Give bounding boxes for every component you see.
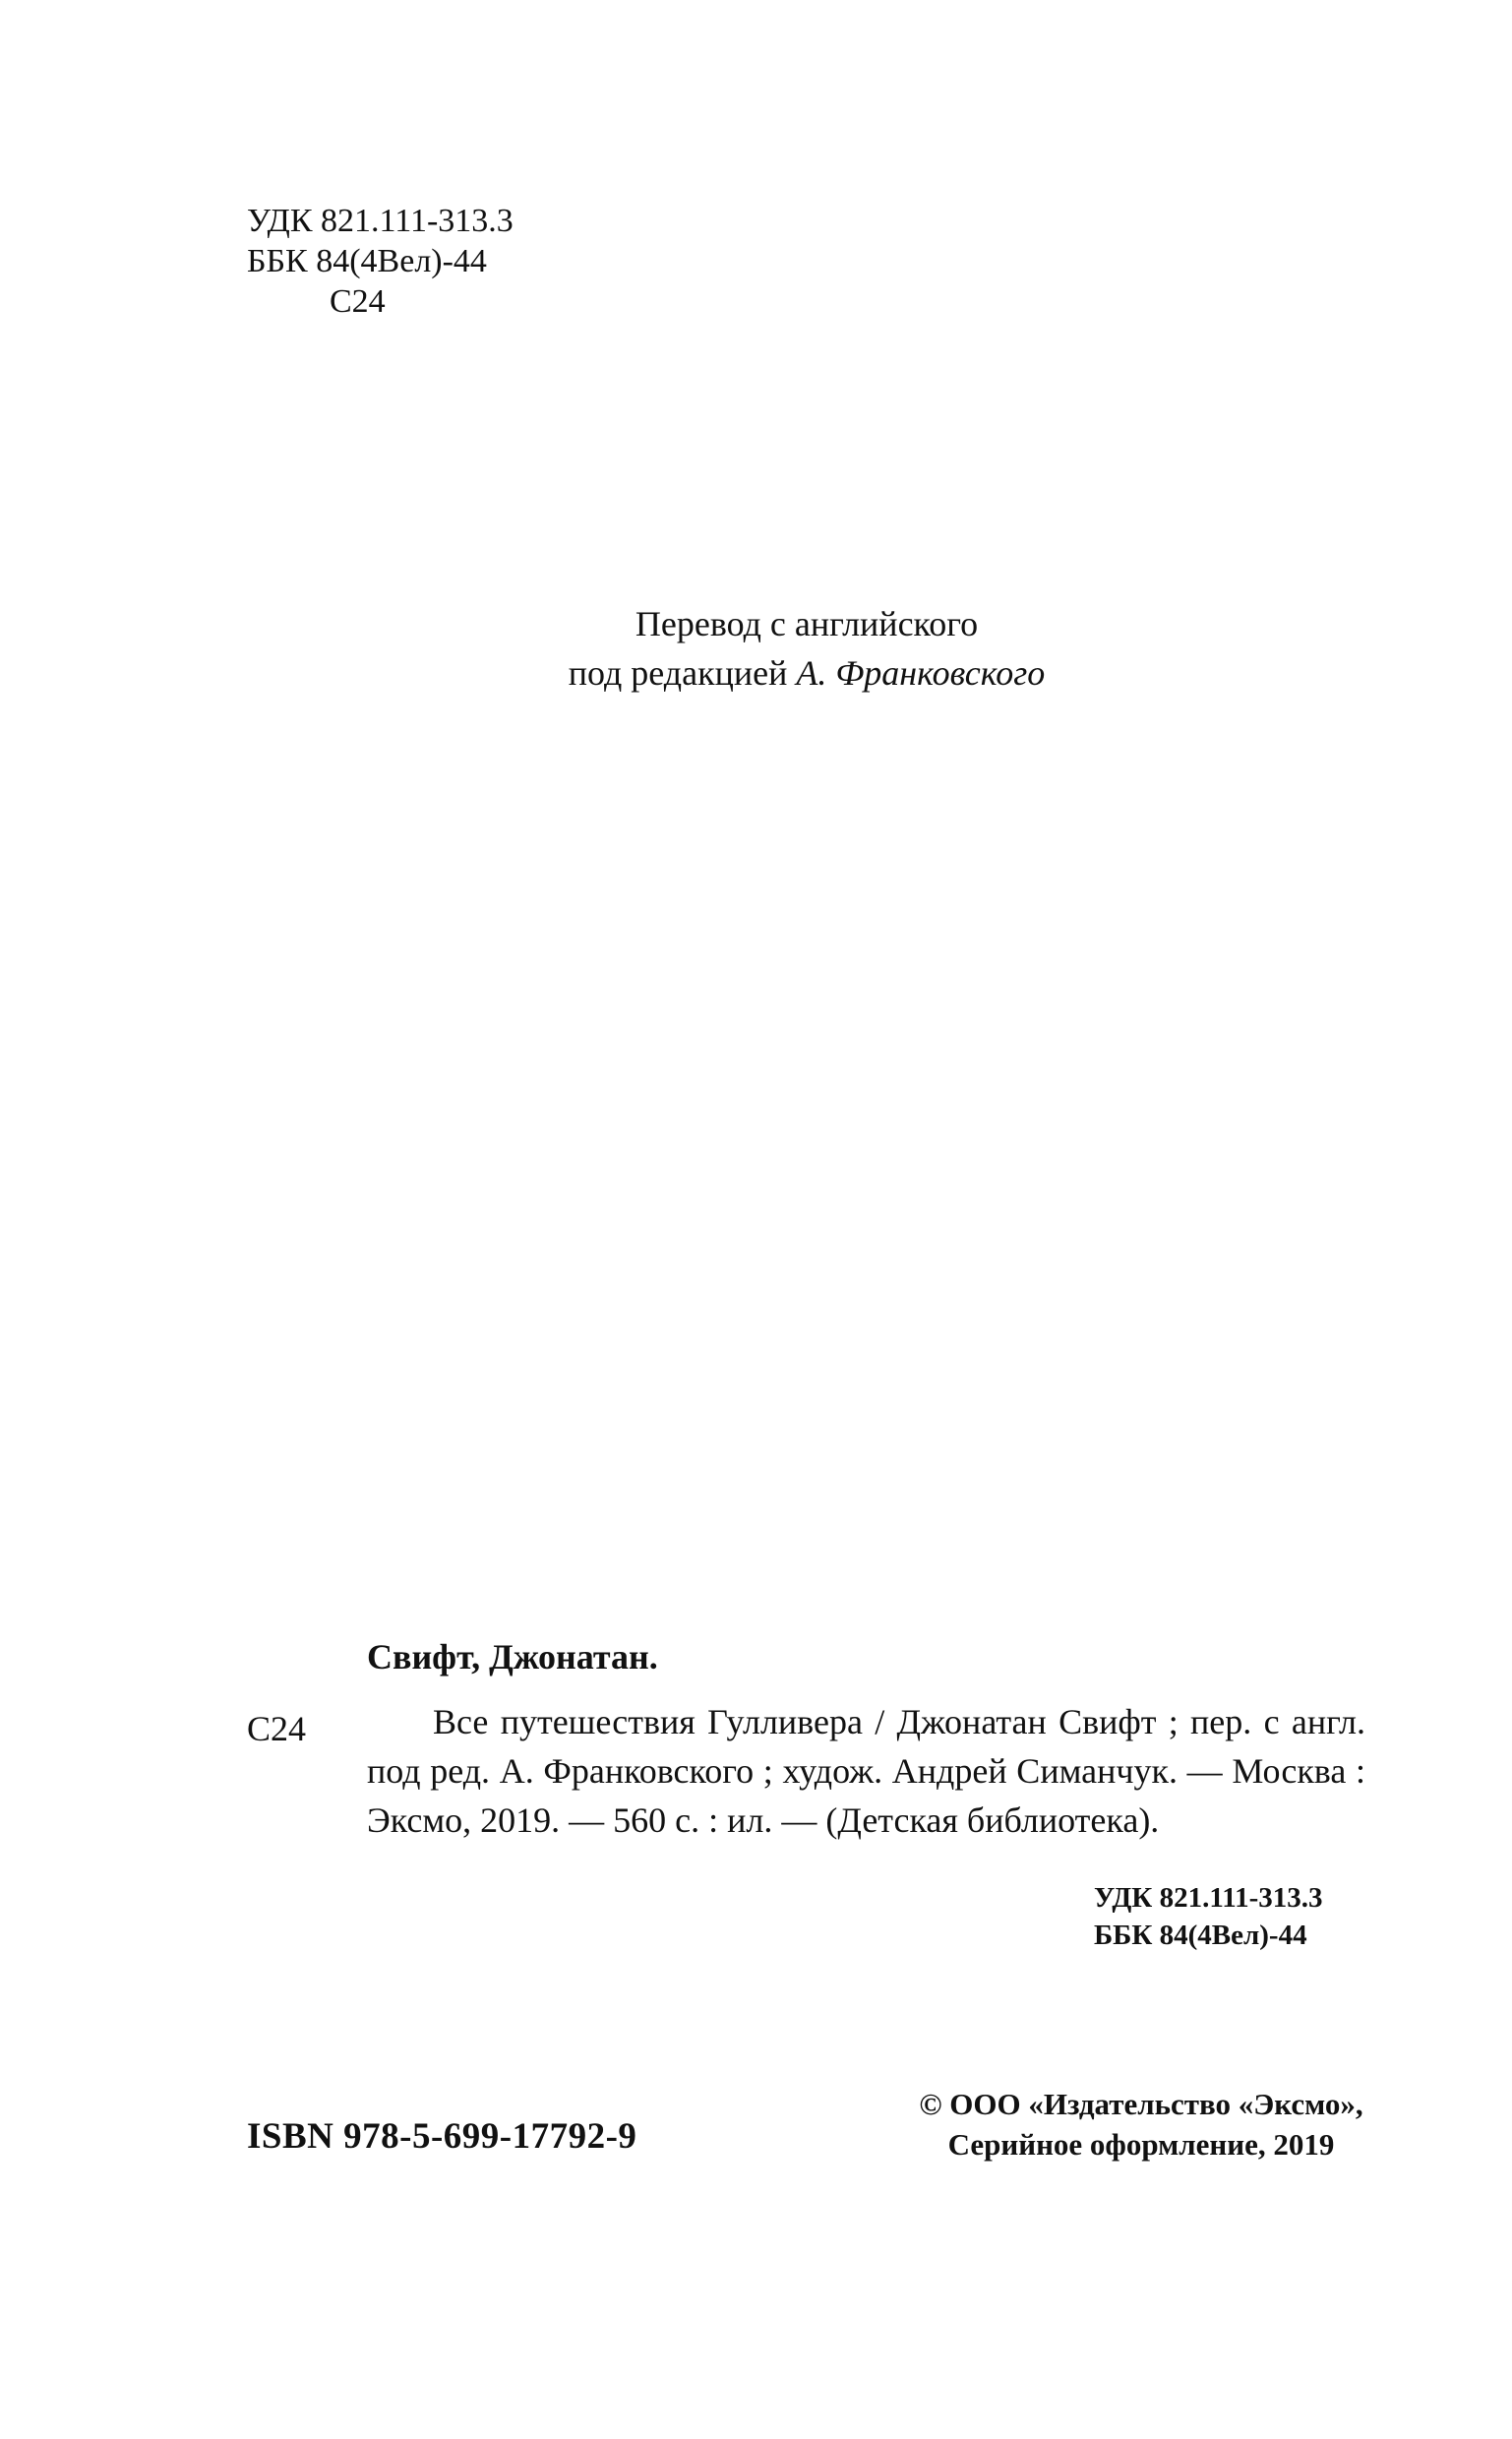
translation-line: Перевод с английского [635, 604, 979, 643]
author-mark: С24 [330, 283, 386, 320]
catalog-author-mark: С24 [247, 1709, 307, 1748]
udk-code: УДК 821.111-313.3 [247, 203, 514, 239]
series-design-line: Серийное оформление, 2019 [947, 2127, 1335, 2162]
catalog-bbk: ББК 84(4Вел)-44 [1094, 1920, 1307, 1951]
classification-codes [247, 201, 514, 322]
catalog-description: Все путешествия Гулливера / Джонатан Свифт ; пер. с англ. под ред. А. Франковского ; худож. Андрей Симанчук. — Москва : Эксмо, 2019. — 560 с. : ил. — (Детская библиотека). [367, 1702, 1365, 1840]
catalog-udk: УДК 821.111-313.3 [1094, 1882, 1323, 1914]
copyright-line: © ООО «Издательство «Эксмо», [919, 2087, 1363, 2121]
editor-line [413, 648, 1200, 698]
catalog-author: Свифт, Джонатан. [367, 1637, 658, 1677]
copyright-notice [905, 2084, 1377, 2165]
isbn: ISBN 978-5-699-17792-9 [247, 2116, 637, 2157]
editor-prefix: под редакцией [568, 653, 797, 693]
editor-name: А. Франковского [796, 653, 1046, 693]
bbk-code: ББК 84(4Вел)-44 [247, 243, 487, 279]
translation-note [413, 599, 1200, 698]
catalog-codes [1094, 1879, 1323, 1954]
